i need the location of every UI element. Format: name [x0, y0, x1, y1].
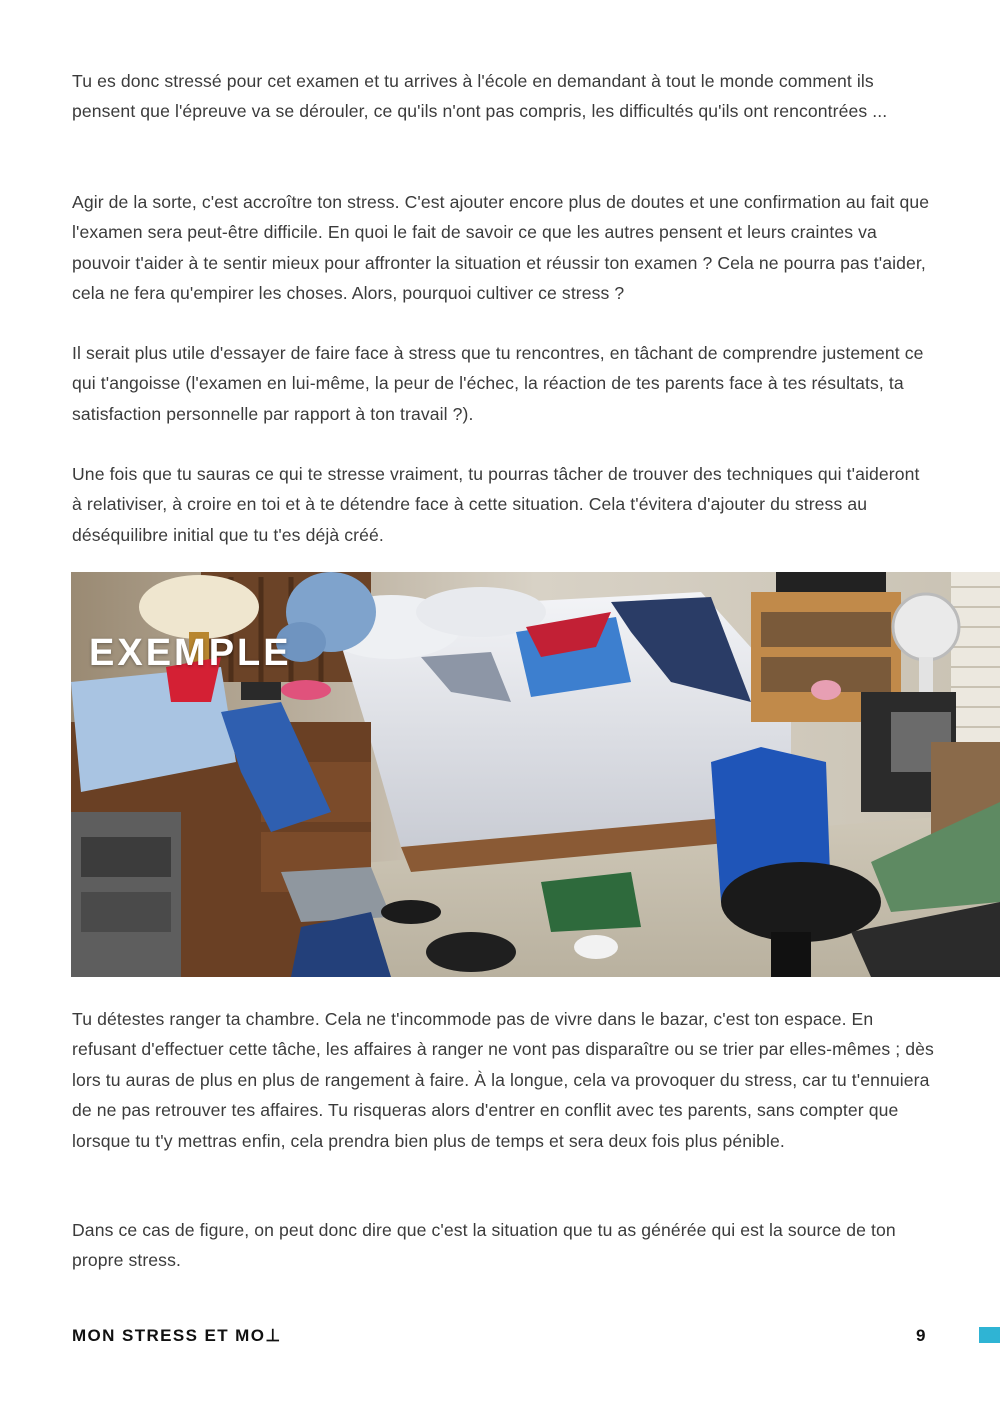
exemple-label: EXEMPLE — [89, 632, 292, 674]
body-paragraph-1: Tu es donc stressé pour cet examen et tu arrives à l'école en demandant à tout le monde comment ils pensent que l'épreuve va se dérouler, ce qu'ils n'ont pas compris, les difficultés qu'ils ont rencontrées ... — [72, 71, 888, 122]
body-paragraph-3: Il serait plus utile d'essayer de faire face à stress que tu rencontres, en tâchant de comprendre justement ce qui t'angoisse (l'examen en lui-même, la peur de l'échec, la réaction de tes parents face à tes résultats, ta satisfaction personnelle par rapport à ton travail ?). — [72, 343, 924, 424]
body-paragraph-4: Une fois que tu sauras ce qui te stresse vraiment, tu pourras tâcher de trouver des techniques qui t'aideront à relativiser, à croire en toi et à te détendre face à cette situation. Cela t'évitera d'ajouter du stress au déséquilibre initial que tu t'es déjà créé. — [72, 464, 920, 545]
body-paragraph-5: Tu détestes ranger ta chambre. Cela ne t'incommode pas de vivre dans le bazar, c'est ton espace. En refusant d'effectuer cette tâche, les affaires à ranger ne vont pas disparaître ou se trier par elles-mêmes ; dès lors tu auras de plus en plus de rangement à faire. À la longue, cela va provoquer du stress, car tu t'ennuiera de ne pas retrouver tes affaires. Tu risqueras alors d'entrer en conflit avec tes parents, sans compter que lorsque tu t'y mettras enfin, cela prendra bien plus de temps et sera deux fois plus pénible. — [72, 1009, 934, 1151]
page-number: 9 — [916, 1326, 926, 1345]
body-paragraph-6: Dans ce cas de figure, on peut donc dire que c'est la situation que tu as générée qui est la source de ton propre stress. — [72, 1220, 896, 1271]
footer-book-title: MON STRESS ET MO⊥ — [72, 1326, 282, 1345]
body-paragraph-2: Agir de la sorte, c'est accroître ton stress. C'est ajouter encore plus de doutes et une confirmation au fait que l'examen sera peut-être difficile. En quoi le fait de savoir ce que les autres pensent et leurs craintes va pouvoir t'aider à te sentir mieux pour affronter la situation et réussir ton examen ? Cela ne pourra pas t'aider, cela ne fera qu'empirer les choses. Alors, pourquoi cultiver ce stress ? — [72, 192, 930, 304]
accent-tab — [979, 1327, 1000, 1343]
messy-bedroom-photo — [71, 572, 1000, 977]
